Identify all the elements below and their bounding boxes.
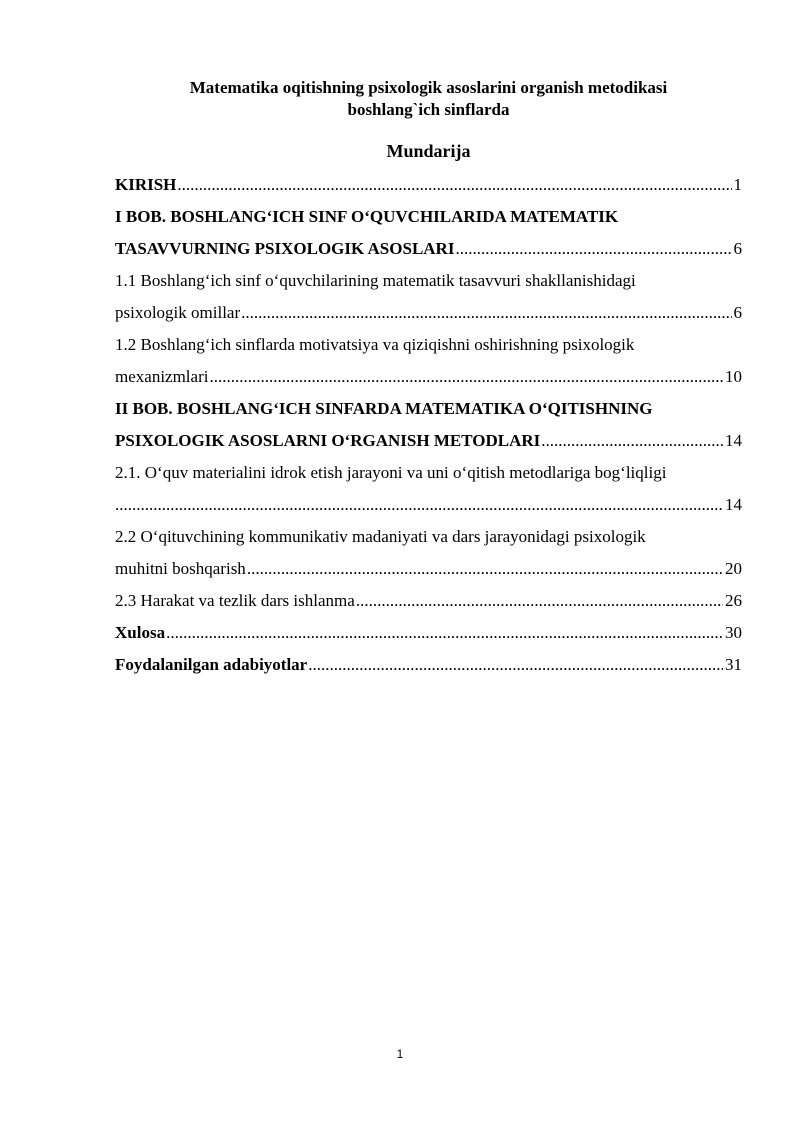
dot-leader (308, 649, 723, 681)
toc-page-number: 30 (725, 623, 742, 642)
toc-page-number: 14 (725, 495, 742, 514)
toc-page-number: 6 (733, 303, 742, 322)
toc-entry-bob1-line1[interactable] (115, 201, 742, 233)
toc-entry-label: Foydalanilgan adabiyotlar (115, 655, 308, 674)
toc-page-number: 1 (733, 175, 742, 194)
toc-entry-label: 2.1. O‘quv materialini idrok etish jarayoni va uni o‘qitish metodlariga bog‘liqligi (115, 463, 667, 482)
toc-entry-label: II BOB. BOSHLANG‘ICH SINFARDA MATEMATIKA O‘QITISHNING (115, 399, 653, 418)
toc-entry-label: muhitni boshqarish (115, 559, 246, 578)
toc-entry-label: Xulosa (115, 623, 166, 642)
document-title-line-1: Matematika oqitishning psixologik asoslarini organish metodikasi (189, 78, 668, 97)
toc-page-number: 26 (725, 591, 742, 610)
toc-entry-2-2-line1[interactable] (115, 521, 742, 553)
toc-entry-1-1-line1[interactable] (115, 265, 742, 297)
dot-leader (541, 425, 723, 457)
toc-entry-bob2-line1[interactable] (115, 393, 742, 425)
toc-page-number: 31 (725, 655, 742, 674)
toc-page-number: 6 (733, 239, 742, 258)
toc-entry-label: 1.1 Boshlang‘ich sinf o‘quvchilarining matematik tasavvuri shakllanishidagi (115, 271, 636, 290)
toc-entry-bob2-line2[interactable] (115, 425, 742, 457)
dot-leader (455, 233, 731, 265)
dot-leader (177, 169, 731, 201)
document-title (115, 77, 742, 121)
dot-leader (166, 617, 723, 649)
page-number: 1 (396, 1047, 404, 1061)
toc-entry-label: KIRISH (115, 175, 177, 194)
toc-entry-label: I BOB. BOSHLANG‘ICH SINF O‘QUVCHILARIDA MATEMATIK (115, 207, 619, 226)
dot-leader (241, 297, 731, 329)
toc-entry-2-2-line2[interactable] (115, 553, 742, 585)
toc-entry-label: psixologik omillar (115, 303, 241, 322)
dot-leader (115, 489, 723, 521)
toc-entry-2-3[interactable] (115, 585, 742, 617)
toc-entry-label: 1.2 Boshlang‘ich sinflarda motivatsiya va qiziqishni oshirishning psixologik (115, 335, 635, 354)
toc-page-number: 10 (725, 367, 742, 386)
toc-entry-kirish[interactable] (115, 169, 742, 201)
toc-entry-2-1-line1[interactable] (115, 457, 742, 489)
toc-page-number: 14 (725, 431, 742, 450)
toc-entry-adabiyotlar[interactable] (115, 649, 742, 681)
toc-entry-label: mexanizmlari (115, 367, 209, 386)
toc-entry-label: 2.2 O‘qituvchining kommunikativ madaniyati va dars jarayonidagi psixologik (115, 527, 646, 546)
dot-leader (356, 585, 723, 617)
document-title-line-2: boshlang`ich sinflarda (347, 100, 510, 119)
toc-entry-xulosa[interactable] (115, 617, 742, 649)
toc-entry-1-2-line2[interactable] (115, 361, 742, 393)
toc-heading: Mundarija (386, 141, 471, 161)
toc-entry-label: TASAVVURNING PSIXOLOGIK ASOSLARI (115, 239, 455, 258)
toc-page-number: 20 (725, 559, 742, 578)
toc-entry-1-1-line2[interactable] (115, 297, 742, 329)
toc-entry-label: 2.3 Harakat va tezlik dars ishlanma (115, 591, 355, 610)
toc-entry-1-2-line1[interactable] (115, 329, 742, 361)
dot-leader (209, 361, 723, 393)
dot-leader (247, 553, 723, 585)
toc-entry-bob1-line2[interactable] (115, 233, 742, 265)
toc-entry-2-1-line2[interactable] (115, 489, 742, 521)
toc-entry-label: PSIXOLOGIK ASOSLARNI O‘RGANISH METODLARI (115, 431, 541, 450)
table-of-contents (115, 169, 742, 681)
